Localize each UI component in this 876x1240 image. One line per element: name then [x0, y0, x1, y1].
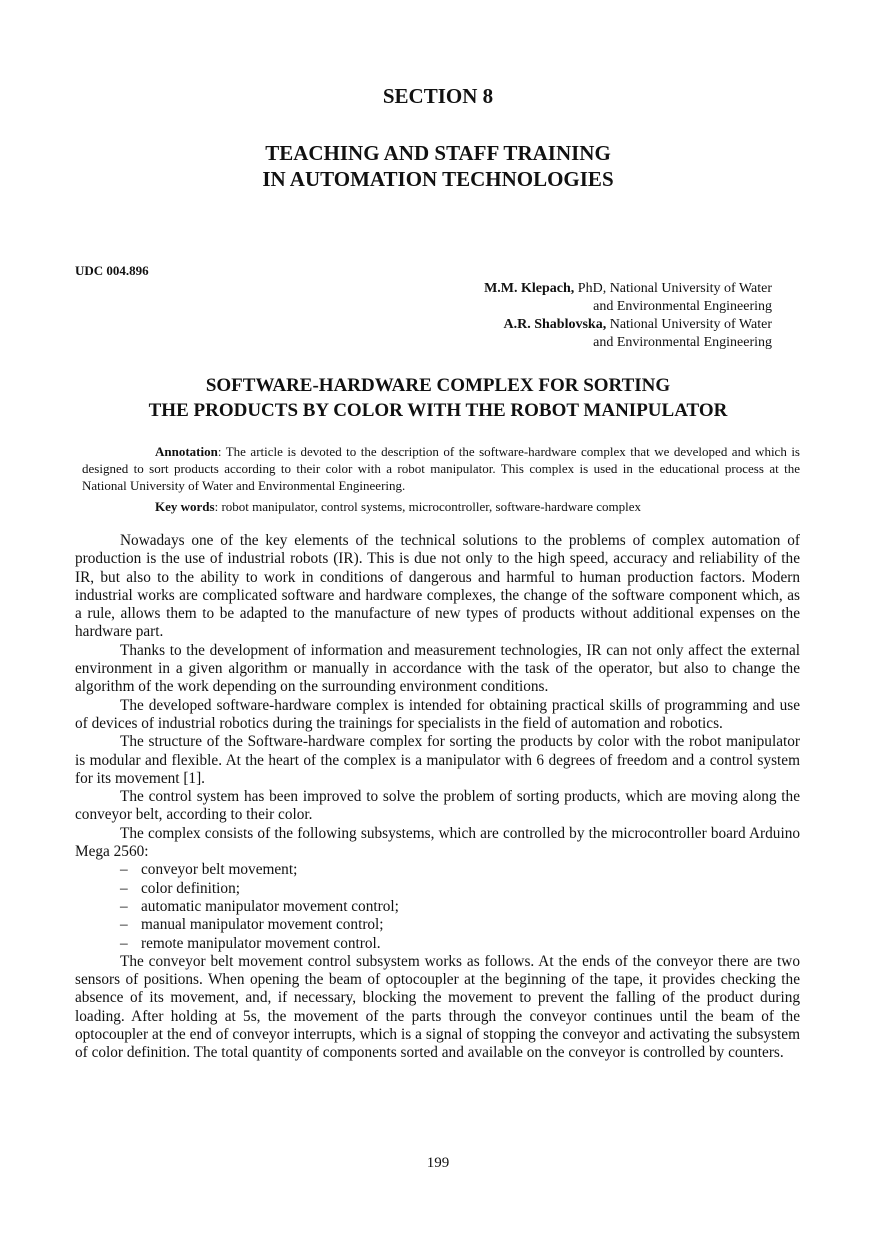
keywords [82, 498, 800, 515]
author-line [484, 316, 772, 334]
paragraph: The conveyor belt movement control subsystem works as follows. At the ends of the conveyor there are two sensors of positions. When opening the beam of optocoupler at the beginning of the tape, it provides checking the absence of its movement, and, if necessary, blocking the movement to prevent the falling of the product during loading. After holding at 5s, the movement of the parts through the conveyor continues until the beam of the optocoupler at the end of conveyor interrupts, which is a signal of stopping the conveyor and activating the subsystem of color definition. The total quantity of components sorted and available on the conveyor is controlled by counters. [75, 952, 800, 1062]
dash: – [120, 861, 128, 879]
list-item [75, 861, 800, 879]
paragraph: The control system has been improved to solve the problem of sorting products, which are moving along the conveyor belt, according to their color. [75, 788, 800, 824]
annotation-label: Annotation [155, 444, 218, 459]
annotation [82, 443, 800, 494]
author-name: A.R. Shablovska, [503, 317, 607, 332]
authors [484, 280, 772, 352]
author-name: M.M. Klepach, [484, 281, 575, 296]
list-item-text: manual manipulator movement control; [141, 916, 384, 934]
keywords-text: : robot manipulator, control systems, microcontroller, software-hardware complex [214, 499, 641, 514]
list-item-text: remote manipulator movement control. [141, 934, 381, 952]
dash: – [120, 916, 128, 934]
list-item [75, 898, 800, 916]
list-item [75, 935, 800, 953]
list-item-text: conveyor belt movement; [141, 861, 298, 879]
article-title [0, 373, 876, 423]
paragraph: The developed software-hardware complex is intended for obtaining practical skills of programming and use of devices of industrial robotics during the trainings for specialists in the field of automation and robotics. [75, 696, 800, 732]
list-item-text: color definition; [141, 879, 240, 897]
article-body [75, 532, 800, 1063]
author-affiliation: PhD, National University of Water [574, 281, 772, 296]
author-affiliation: National University of Water [606, 317, 772, 332]
author-line [484, 280, 772, 298]
keywords-label: Key words [155, 499, 215, 514]
section-title [0, 140, 876, 192]
annotation-block [82, 443, 800, 515]
paragraph: The complex consists of the following subsystems, which are controlled by the microcontroller board Arduino Mega 2560: [75, 824, 800, 861]
dash: – [120, 879, 128, 897]
author-affiliation: and Environmental Engineering [593, 335, 772, 350]
section-title-line: TEACHING AND STAFF TRAINING [265, 141, 611, 165]
udc-code: UDC 004.896 [75, 263, 149, 278]
paragraph: Thanks to the development of information and measurement technologies, IR can not only affect the external environment in a given algorithm or manually in accordance with the task of the operator, but also to change the algorithm of the work depending on the surrounding environment conditions. [75, 641, 800, 696]
dash: – [120, 934, 128, 952]
article-title-line: SOFTWARE-HARDWARE COMPLEX FOR SORTING [205, 375, 671, 396]
section-title-line: IN AUTOMATION TECHNOLOGIES [262, 167, 614, 191]
subsystem-list [75, 861, 800, 952]
section-heading: SECTION 8 [382, 84, 494, 108]
paragraph: The structure of the Software-hardware complex for sorting the products by color with the robot manipulator is modular and flexible. At the heart of the complex is a manipulator with 6 degrees of freedom and a control system for its movement [1]. [75, 733, 800, 787]
annotation-text: : The article is devoted to the description of the software-hardware complex that we developed and which is designed to sort products according to their color with a robot manipulator. This complex is used in the educational process at the National University of Water and Environmental Engineering. [82, 444, 800, 493]
page-number: 199 [426, 1155, 450, 1171]
list-item-text: automatic manipulator movement control; [141, 897, 399, 915]
author-affiliation: and Environmental Engineering [593, 299, 772, 314]
list-item [75, 916, 800, 934]
article-title-line: THE PRODUCTS BY COLOR WITH THE ROBOT MANIPULATOR [148, 400, 728, 421]
paragraph: Nowadays one of the key elements of the technical solutions to the problems of complex automation of production is the use of industrial robots (IR). This is due not only to the high speed, accuracy and reliability of the IR, but also to the ability to work in conditions of dangerous and harmful to human production factors. Modern industrial works are complicated software and hardware complexes, the change of the software component which, as a rule, allows them to be adapted to the manufacture of new types of products without additional expenses on the hardware part. [75, 532, 800, 641]
list-item [75, 880, 800, 898]
dash: – [120, 897, 128, 915]
